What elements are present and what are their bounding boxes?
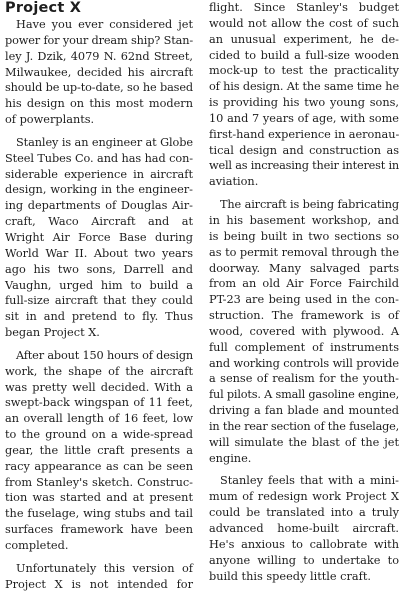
text-line: full-size aircraft that they could: [5, 294, 193, 308]
text-line: racy appearance as can be seen: [5, 459, 193, 473]
text-line: siderable experience in aircraft: [5, 167, 193, 181]
text-line: could be translated into a truly: [209, 506, 399, 520]
article-title: Project X: [5, 0, 82, 16]
text-line: is providing his two young sons,: [209, 96, 399, 110]
text-line: ago his two sons, Darrell and: [5, 262, 193, 276]
paragraph: [5, 348, 193, 554]
text-line: gear, the little craft presents a: [5, 443, 193, 457]
text-line: in his basement workshop, and: [209, 213, 399, 227]
text-line: an unusual experiment, he de-: [209, 32, 399, 46]
paragraph: [209, 473, 399, 584]
text-line: struction. The framework is of: [209, 309, 399, 323]
text-line: sit in and pretend to fly. Thus: [5, 310, 193, 324]
text-line: swept-back wingspan of 11 feet,: [5, 396, 193, 410]
text-line: surfaces framework have been: [5, 523, 193, 537]
text-line: Steel Tubes Co. and has had con-: [5, 151, 193, 165]
paragraph: [209, 197, 399, 466]
text-line: to the ground on a wide-spread: [5, 428, 193, 442]
text-line: tical design and construction as: [209, 143, 399, 157]
text-line: engine.: [209, 451, 252, 465]
text-line: his design on this most modern: [5, 97, 193, 111]
text-line: ful pilots. A small gasoline engine,: [209, 388, 399, 402]
text-line: an overall length of 16 feet, low: [5, 412, 193, 426]
text-line: full complement of instruments: [209, 340, 399, 354]
text-line: flight. Since Stanley's budget: [209, 1, 399, 14]
left-column: [5, 0, 193, 593]
text-line: a sense of realism for the youth-: [209, 372, 399, 386]
text-line: Stanley is an engineer at Globe: [16, 135, 193, 149]
right-column: [209, 0, 399, 584]
text-line: Wright Air Force Base during: [5, 230, 193, 244]
text-line: The aircraft is being fabricating: [220, 198, 399, 212]
text-line: Stanley feels that with a mini-: [220, 474, 399, 488]
text-line: ing departments of Douglas Air-: [5, 199, 193, 213]
paragraph: [5, 561, 193, 593]
text-line: World War II. About two years: [5, 246, 193, 260]
text-line: PT-23 are being used in the con-: [209, 293, 399, 307]
text-line: of powerplants.: [5, 113, 95, 127]
paragraph-gap: [209, 190, 399, 197]
text-line: was pretty well decided. With a: [5, 380, 193, 394]
text-line: as to permit removal through the: [209, 245, 399, 259]
paragraph-gap: [5, 341, 193, 348]
text-line: Vaughn, urged him to build a: [5, 278, 193, 292]
text-line: work, the shape of the aircraft: [5, 364, 193, 378]
paragraph: [209, 0, 399, 190]
text-line: will simulate the blast of the jet: [209, 435, 399, 449]
right-column-body: [209, 0, 399, 584]
left-column-body: [5, 17, 193, 593]
text-line: Milwaukee, decided his aircraft: [5, 65, 193, 79]
paragraph: [5, 17, 193, 128]
text-line: and working controls will provide: [209, 356, 399, 370]
text-line: mum of redesign work Project X: [209, 490, 399, 504]
text-line: 10 and 7 years of age, with some: [209, 111, 399, 125]
text-line: design, working in the engineer-: [5, 183, 193, 197]
text-line: should be up-to-date, so he based: [5, 81, 193, 95]
text-line: wood, covered with plywood. A: [209, 324, 399, 338]
text-line: is being built in two sections so: [209, 229, 399, 243]
text-line: craft, Waco Aircraft and at: [5, 215, 193, 229]
text-line: completed.: [5, 539, 69, 552]
text-line: After about 150 hours of design: [16, 348, 193, 362]
paragraph-gap: [5, 128, 193, 135]
text-line: advanced home-built aircraft.: [209, 522, 399, 535]
text-line: from an old Air Force Fairchild: [209, 277, 399, 291]
text-line: mock-up to test the practicality: [209, 64, 399, 78]
text-line: in the rear section of the fuselage,: [209, 419, 399, 433]
paragraph-gap: [5, 554, 193, 561]
text-line: tion was started and at present: [5, 491, 193, 505]
text-line: driving a fan blade and mounted: [209, 404, 399, 418]
text-line: doorway. Many salvaged parts: [209, 261, 399, 275]
text-line: Unfortunately this version of: [16, 561, 193, 575]
text-line: would not allow the cost of such: [209, 16, 399, 30]
text-line: of his design. At the same time he: [209, 80, 399, 94]
text-line: Have you ever considered jet: [16, 18, 193, 31]
text-line: cided to build a full-size wooden: [209, 48, 399, 62]
text-line: aviation.: [209, 175, 259, 189]
text-line: power for your dream ship? Stan-: [5, 33, 193, 47]
text-line: Project X is not intended for: [5, 577, 193, 591]
text-line: He's anxious to callobrate with: [209, 537, 399, 551]
text-line: build this speedy little craft.: [209, 569, 371, 583]
text-line: anyone willing to undertake to: [209, 553, 399, 567]
text-line: the fuselage, wing stubs and tail: [5, 507, 193, 521]
text-line: first-hand experience in aeronau-: [209, 127, 400, 141]
text-line: well as increasing their interest in: [209, 159, 399, 173]
text-line: began Project X.: [5, 326, 100, 340]
text-line: ley J. Dzik, 4079 N. 62nd Street,: [5, 49, 193, 63]
text-line: from Stanley's sketch. Construc-: [5, 475, 193, 489]
paragraph-gap: [209, 466, 399, 473]
paragraph: [5, 135, 193, 341]
